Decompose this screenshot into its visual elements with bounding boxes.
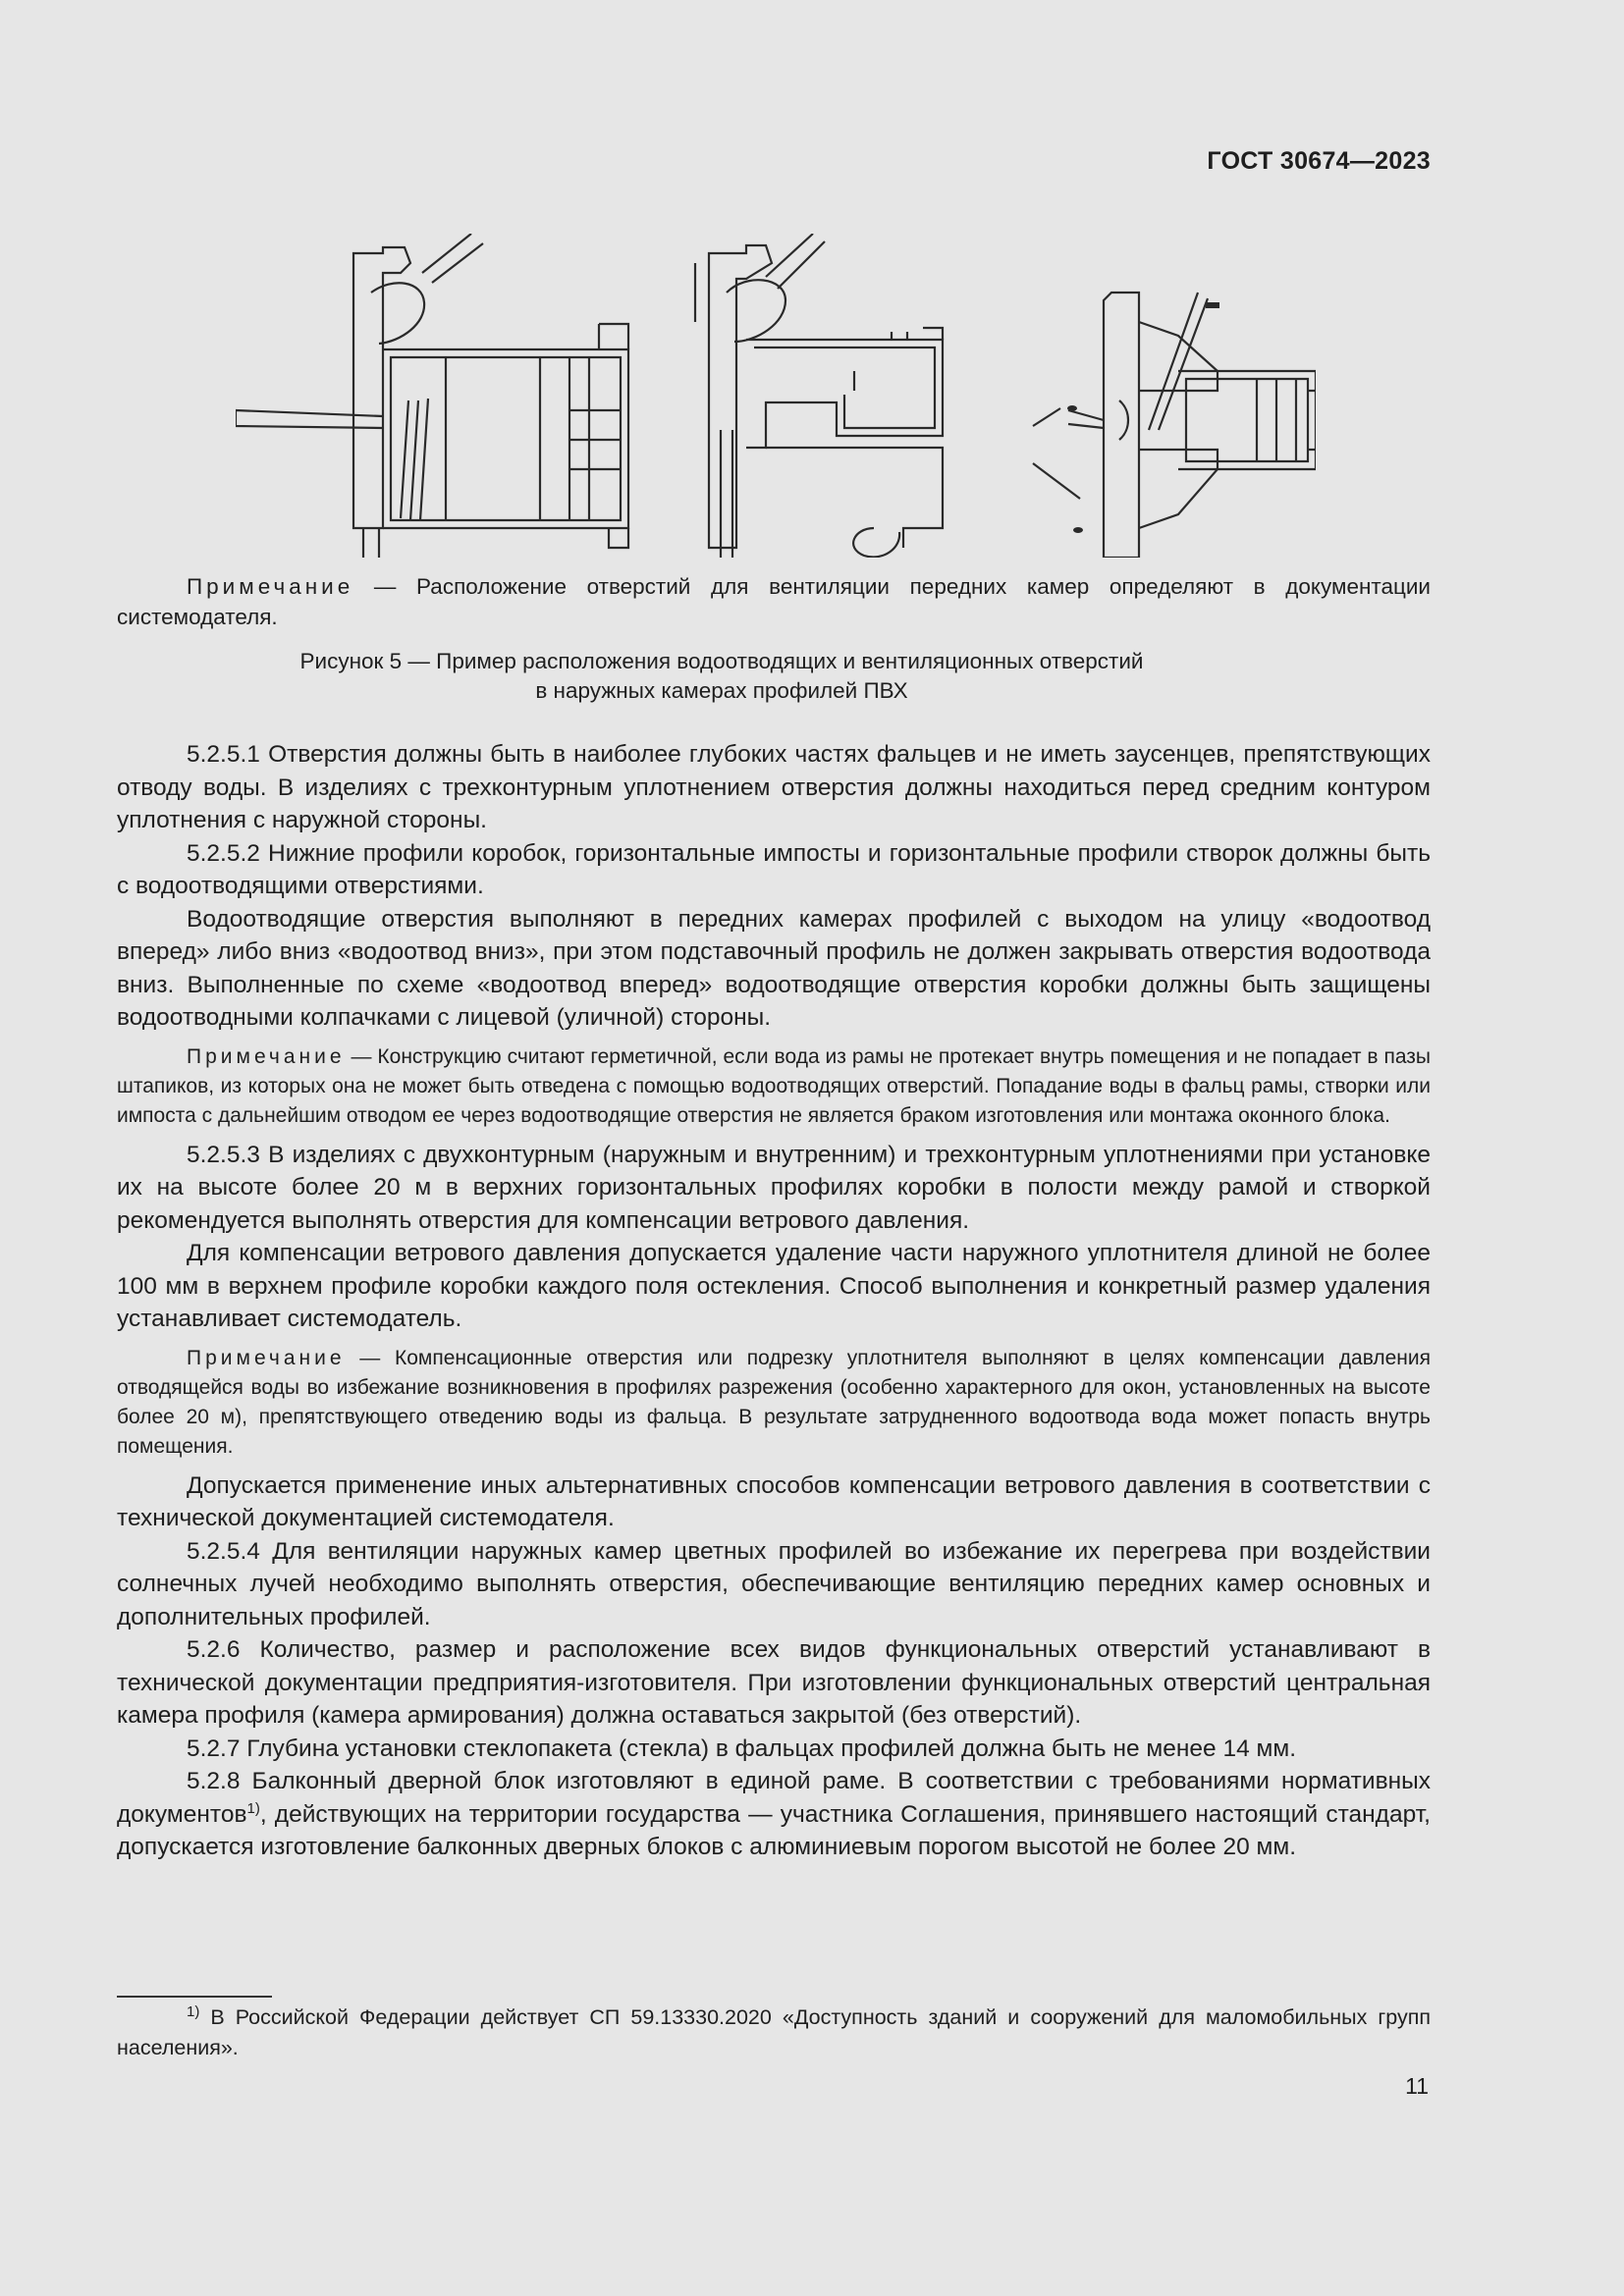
footnote-marker: 1) [187,2002,200,2020]
note-1-label: Примечание [187,1044,346,1068]
footnote-text: В Российской Федерации действует СП 59.13330.2020 «Доступность зданий и сооружений для маломобильных групп населения». [117,2005,1431,2059]
paragraph-5-2-7: 5.2.7 Глубина установки стеклопакета (стекла) в фальцах профилей должна быть не менее 14 мм. [187,1735,1297,1762]
profile-drawing-2 [695,234,943,558]
main-text [117,738,1431,1864]
note-2 [117,1344,1431,1462]
footnote-ref[interactable]: 1) [246,1799,260,1817]
note-2-label: Примечание [187,1346,346,1369]
paragraph-5-2-5-3: 5.2.5.3 В изделиях с двухконтурным (наружным и внутренним) и трехконтурным уплотнениями при установке их на высоте более 20 м в верхних горизонтальных профилях коробки в полости между рамой и створкой рекомендуется выполнять отверстия для компенсации ветрового давления. [117,1141,1431,1234]
profile-drawing-3 [1033,293,1316,558]
paragraph-drainage: Водоотводящие отверстия выполняют в передних камерах профилей с выходом на улицу «водоотвод вперед» либо вниз «водоотвод вниз», при этом подставочный профиль не должен закрывать отверстия водоотвода вниз. Выполненные по схеме «водоотвод вперед» водоотводящие отверстия коробки должны быть защищены водоотводными колпачками с лицевой (уличной) стороны. [117,905,1431,1031]
paragraph-5-2-6: 5.2.6 Количество, размер и расположение всех видов функциональных отверстий устанавливают в технической документации предприятия-изготовителя. При изготовлении функциональных отверстий центральная камера профиля (камера армирования) должна оставаться закрытой (без отверстий). [117,1636,1431,1729]
figure-caption-line-1: Рисунок 5 — Пример расположения водоотводящих и вентиляционных отверстий [299,649,1144,673]
figure-caption [118,647,1512,706]
page-number: 11 [1405,2073,1429,2099]
figure-5-profile-drawings [236,234,1316,558]
paragraph-5-2-5-4: 5.2.5.4 Для вентиляции наружных камер цветных профилей во избежание их перегрева при воздействии солнечных лучей необходимо выполнять отверстия, обеспечивающие вентиляцию передних камер основных и дополнительных профилей. [117,1537,1431,1630]
note-2-text: — Компенсационные отверстия или подрезку уплотнителя выполняют в целях компенсации давления отводящейся воды во избежание возникновения в профилях разрежения (особенно характерного для окон, установленных на высоте более 20 м), препятствующего отведению воды из фальца. В результате затрудненного водоотвода вода может попасть внутрь помещения. [117,1346,1431,1458]
note-1-text: — Конструкцию считают герметичной, если вода из рамы не протекает внутрь помещения и не попадает в пазы штапиков, из которых она не может быть отведена с помощью водоотводящих отверстий. Попадание воды в фальц рамы, створки или импоста с дальнейшим отводом ее через водоотводящие отверстия не является браком изготовления или монтажа оконного блока. [117,1044,1431,1127]
footnote-divider [117,1996,272,1998]
figure-note [117,571,1431,632]
paragraph-wind-compensation: Для компенсации ветрового давления допускается удаление части наружного уплотнителя длиной не более 100 мм в верхнем профиле коробки каждого поля остекления. Способ выполнения и конкретный размер удаления устанавливает системодатель. [117,1240,1431,1332]
note-1 [117,1042,1431,1131]
document-code-header: ГОСТ 30674—2023 [1207,147,1431,175]
paragraph-5-2-8-part-a: 5.2.8 Балконный дверной блок изготовляют в единой раме. В соответствии с требованиями нормативных документов [117,1768,1431,1828]
paragraph-alternatives: Допускается применение иных альтернативных способов компенсации ветрового давления в соответствии с технической документацией системодателя. [117,1471,1431,1531]
marker-rect [1206,302,1219,308]
note-label: Примечание [187,574,354,599]
footnote [117,2002,1431,2063]
figure-caption-line-2: в наружных камерах профилей ПВХ [535,678,908,703]
paragraph-5-2-5-1: 5.2.5.1 Отверстия должны быть в наиболее глубоких частях фальцев и не иметь заусенцев, препятствующих отводу воды. В изделиях с трехконтурным уплотнением отверстия должны находиться перед средним контуром уплотнения с наружной стороны. [117,741,1431,833]
paragraph-5-2-8-part-b: , действующих на территории государства — участника Соглашения, принявшего настоящий стандарт, допускается изготовление балконных дверных блоков с алюминиевым порогом высотой не более 20 мм. [117,1800,1431,1860]
profile-drawing-1 [236,234,628,558]
hole-marker [1067,405,1077,411]
paragraph-5-2-5-2: 5.2.5.2 Нижние профили коробок, горизонтальные импосты и горизонтальные профили створок должны быть с водоотводящими отверстиями. [117,839,1431,899]
paragraph-5-2-8 [117,1765,1431,1864]
profile-sections-svg [236,234,1316,558]
figure-note-text: — Расположение отверстий для вентиляции передних камер определяют в документации системодателя. [117,574,1431,629]
hole-marker [1073,527,1083,533]
